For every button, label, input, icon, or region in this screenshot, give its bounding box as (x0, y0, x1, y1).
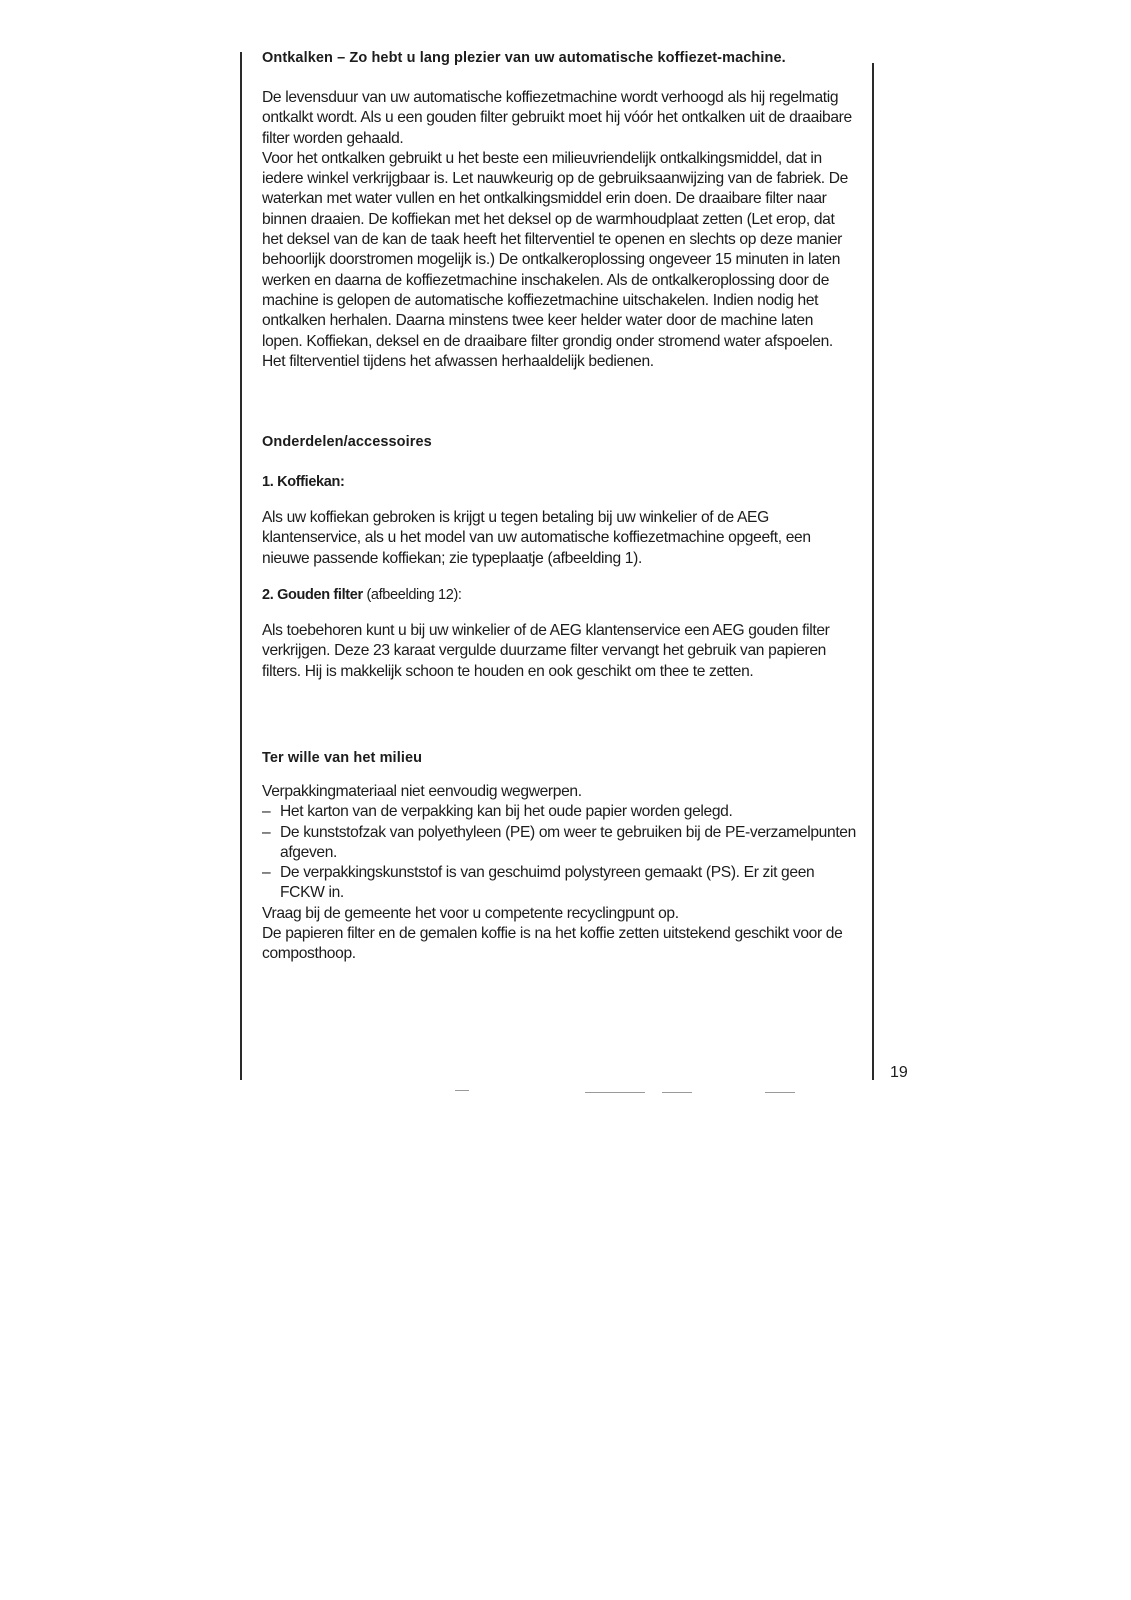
scan-artifact (662, 1092, 692, 1093)
list-item: – De kunststofzak van polyethyleen (PE) om weer te gebruiken bij de PE-verzamelpunten afgeven. (262, 823, 857, 864)
page-content (262, 48, 857, 965)
descaling-paragraph-1: De levensduur van uw automatische koffiezetmachine wordt verhoogd als hij regelmatig ontkalkt wordt. Als u een gouden filter gebruikt moet hij vóór het ontkalken uit de draaibare filter worden gehaald. (262, 89, 852, 147)
section-heading-environment: Ter wille van het milieu (262, 749, 423, 766)
environment-outro-1: Vraag bij de gemeente het voor u competente recyclingpunt op. (262, 904, 679, 922)
environment-intro: Verpakkingmateriaal niet eenvoudig wegwerpen. (262, 782, 582, 800)
parts-item-1-title: 1. Koffiekan: (262, 474, 345, 491)
parts-item-2-title: 2. Gouden filter (afbeelding 12): (262, 587, 462, 604)
scan-artifact (455, 1090, 469, 1091)
list-item: – Het karton van de verpakking kan bij het oude papier worden gelegd. (262, 802, 857, 822)
section-heading-parts: Onderdelen/accessoires (262, 434, 432, 451)
descaling-paragraph-2: Voor het ontkalken gebruikt u het beste een milieuvriendelijk ontkalkingsmiddel, dat in iedere winkel verkrijgbaar is. Let nauwkeurig op de gebruiksaanwijzing van de fabriek. De waterkan met water vullen en het ontkalkingsmiddel erin doen. De draaibare filter naar binnen draaien. De koffiekan met het deksel op de warmhoudplaat zetten (Let erop, dat het deksel van de kan de taak heeft het filterventiel te openen en slechts op deze manier behoorlijk doorstromen mogelijk is.) De ontkalkeroplossing ongeveer 15 minuten in laten werken en daarna de koffiezetmachine inschakelen. Als de ontkalkeroplossing door de machine is gelopen de automatische koffiezetmachine uitschakelen. Indien nodig het ontkalken herhalen. Daarna minstens twee keer helder water door de machine laten lopen. Koffiekan, deksel en de draaibare filter grondig onder stromend water afspoelen. Het filterventiel tijdens het afwassen herhaaldelijk bedienen. (262, 149, 849, 370)
right-margin-rule (872, 63, 874, 1080)
section-heading-descaling: Ontkalken – Zo hebt u lang plezier van uw automatische koffiezet-machine. (262, 50, 786, 66)
left-margin-rule (240, 52, 242, 1080)
environment-outro-2: De papieren filter en de gemalen koffie is na het koffie zetten uitstekend geschikt voor de composthoop. (262, 925, 843, 963)
environment-list (262, 802, 857, 903)
parts-item-1-text: Als uw koffiekan gebroken is krijgt u tegen betaling bij uw winkelier of de AEG klantenservice, als u het model van uw automatische koffiezetmachine opgeeft, een nieuwe passende koffiekan; zie typeplaatje (afbeelding 1). (262, 509, 811, 567)
list-item: – De verpakkingskunststof is van geschuimd polystyreen gemaakt (PS). Er zit geen FCKW in. (262, 863, 857, 904)
scan-artifact (765, 1092, 795, 1093)
page-number: 19 (890, 1064, 908, 1081)
scan-artifact (585, 1092, 645, 1093)
parts-item-2-text: Als toebehoren kunt u bij uw winkelier of de AEG klantenservice een AEG gouden filter verkrijgen. Deze 23 karaat vergulde duurzame filter vervangt het gebruik van papieren filters. Hij is makkelijk schoon te houden en ook geschikt om thee te zetten. (262, 622, 830, 680)
